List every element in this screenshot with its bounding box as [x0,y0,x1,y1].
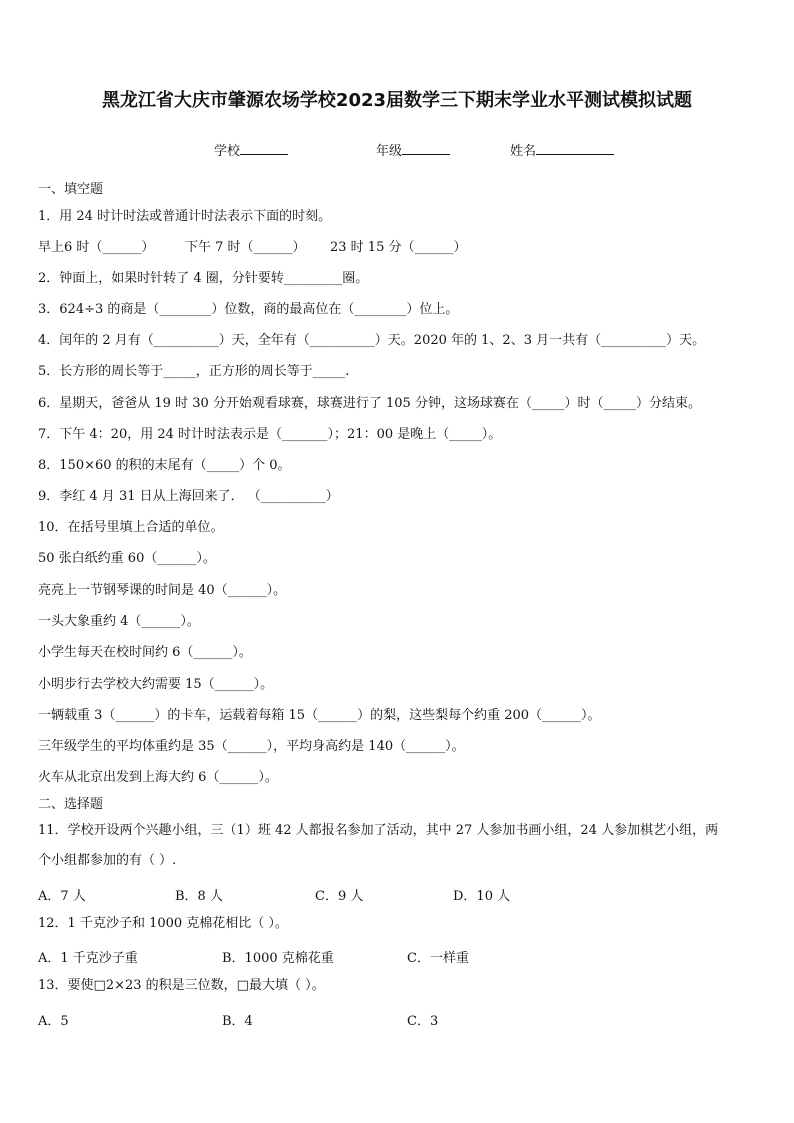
question-13-option-b[interactable]: B．4 [222,1014,253,1029]
question-9: 9．李红 4 月 31 日从上海回来了． （__________） [38,489,339,504]
name-field [510,140,614,159]
name-blank[interactable] [536,141,614,155]
question-12: 12．1 千克沙子和 1000 克棉花相比（ ）。 [38,916,288,931]
question-10-item: 小明步行去学校大约需要 15（______）。 [38,677,274,692]
question-11-cont: 个小组都参加的有（ ）. [38,853,177,868]
question-13: 13．要使□2×23 的积是三位数，□最大填（ ）。 [38,978,325,993]
school-field [214,140,288,159]
question-1-part-c: 23 时 15 分（______） [330,240,467,255]
question-12-option-c[interactable]: C．一样重 [407,951,469,966]
question-11-option-b[interactable]: B．8 人 [175,889,223,904]
question-10-item: 50 张白纸约重 60（______）。 [38,551,216,566]
section-choice: 二、选择题 [38,797,104,812]
question-12-option-b[interactable]: B．1000 克棉花重 [222,951,334,966]
name-label: 姓名 [510,144,537,159]
question-1-part-a: 早上6 时（______） [38,240,155,255]
grade-field [376,140,450,159]
question-11-option-a[interactable]: A．7 人 [38,889,86,904]
question-3: 3．624÷3 的商是（________）位数，商的最高位在（________）位上。 [38,302,459,317]
question-1-part-b: 下午 7 时（______） [185,240,306,255]
school-label: 学校 [214,144,241,159]
question-11-option-c[interactable]: C．9 人 [315,889,364,904]
question-11: 11．学校开设两个兴趣小组，三（1）班 42 人都报名参加了活动，其中 27 人参加书画小组，24 人参加棋艺小组，两 [38,823,719,838]
question-10-item: 一辆载重 3（______）的卡车，运载着每箱 15（______）的梨，这些梨每个约重 200（______）。 [38,708,601,723]
question-10-item: 一头大象重约 4（______）。 [38,614,200,629]
question-12-option-a[interactable]: A．1 千克沙子重 [38,951,138,966]
page-title: 黑龙江省大庆市肇源农场学校2023届数学三下期末学业水平测试模拟试题 [101,90,693,111]
question-10-item: 亮亮上一节钢琴课的时间是 40（______）。 [38,583,287,598]
question-8: 8．150×60 的积的末尾有（_____）个 0。 [38,458,291,473]
section-fill-blank: 一、填空题 [38,182,104,197]
question-10-item: 三年级学生的平均体重约是 35（______），平均身高约是 140（______）。 [38,739,465,754]
question-5: 5．长方形的周长等于_____，正方形的周长等于_____. [38,364,350,379]
question-10-item: 火车从北京出发到上海大约 6（______）。 [38,770,278,785]
question-4: 4．闰年的 2 月有（__________）天，全年有（__________）天。2020 年的 1、2、3 月一共有（__________）天。 [38,333,706,348]
question-13-option-a[interactable]: A．5 [38,1014,69,1029]
grade-label: 年级 [376,144,403,159]
question-10-item: 小学生每天在校时间约 6（______）。 [38,645,252,660]
question-6: 6．星期天，爸爸从 19 时 30 分开始观看球赛，球赛进行了 105 分钟，这场球赛在（_____）时（_____）分结束。 [38,396,701,411]
question-13-option-c[interactable]: C．3 [407,1014,439,1029]
school-blank[interactable] [240,141,288,155]
question-7: 7．下午 4：20，用 24 时计时法表示是（_______）；21：00 是晚上（_____）。 [38,427,502,442]
question-2: 2．钟面上，如果时针转了 4 圈，分针要转_________圈。 [38,271,369,286]
question-1: 1．用 24 时计时法或普通计时法表示下面的时刻。 [38,209,332,224]
grade-blank[interactable] [402,141,450,155]
question-10: 10．在括号里填上合适的单位。 [38,520,224,535]
question-11-option-d[interactable]: D．10 人 [453,889,511,904]
